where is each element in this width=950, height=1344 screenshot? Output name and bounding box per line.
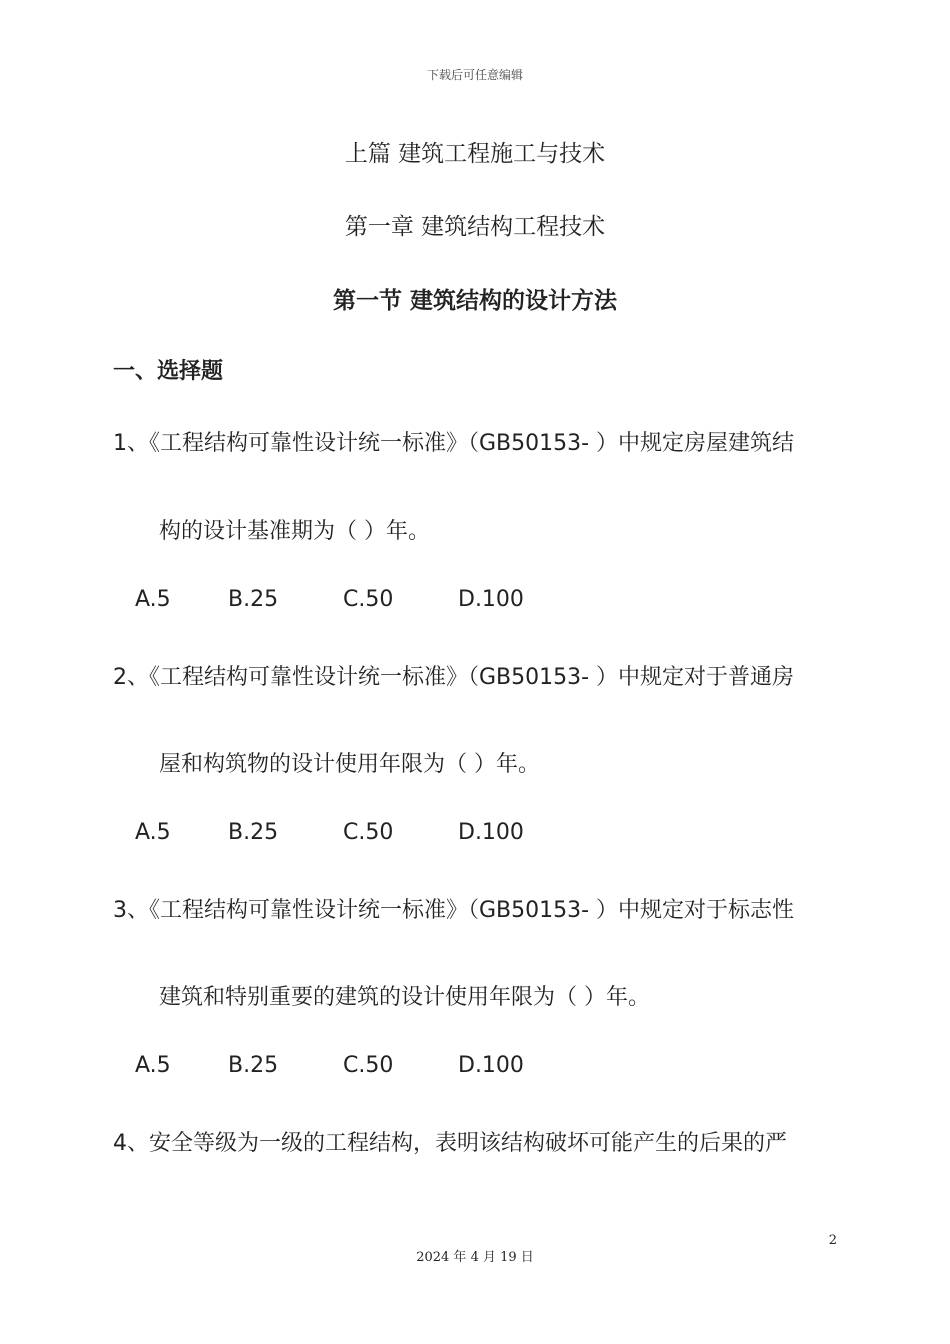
footer-date: 2024 年 4 月 19 日 [416, 1250, 534, 1265]
question-3-line-2: 建筑和特别重要的建筑的设计使用年限为（ ）年。 [159, 985, 650, 1010]
question-3-options [135, 1053, 635, 1083]
option-a: A.5 [135, 1053, 171, 1078]
question-4-line-1: 4、安全等级为一级的工程结构，表明该结构破坏可能产生的后果的严 [113, 1131, 787, 1156]
option-c: C.50 [343, 820, 394, 845]
option-a: A.5 [135, 820, 171, 845]
option-c: C.50 [343, 1053, 394, 1078]
section-title: 第一节 建筑结构的设计方法 [332, 288, 617, 314]
question-1-options [135, 587, 635, 617]
option-d: D.100 [458, 1053, 524, 1078]
option-b: B.25 [228, 1053, 279, 1078]
subsection-heading: 一、选择题 [113, 359, 224, 384]
question-2-line-1: 2、《工程结构可靠性设计统一标准》（GB50153- ）中规定对于普通房 [113, 665, 795, 690]
page-number: 2 [828, 1233, 837, 1248]
question-3-line-1: 3、《工程结构可靠性设计统一标准》（GB50153- ）中规定对于标志性 [113, 898, 795, 923]
option-c: C.50 [343, 587, 394, 612]
option-d: D.100 [458, 587, 524, 612]
question-2-options [135, 820, 635, 850]
chapter-title: 第一章 建筑结构工程技术 [344, 214, 606, 240]
option-d: D.100 [458, 820, 524, 845]
question-1-line-2: 构的设计基准期为（ ）年。 [159, 519, 430, 544]
part-title: 上篇 建筑工程施工与技术 [344, 141, 606, 167]
question-2-line-2: 屋和构筑物的设计使用年限为（ ）年。 [159, 752, 540, 777]
option-b: B.25 [228, 820, 279, 845]
header-note: 下载后可任意编辑 [426, 68, 523, 82]
question-1-line-1: 1、《工程结构可靠性设计统一标准》（GB50153- ）中规定房屋建筑结 [113, 431, 795, 456]
option-b: B.25 [228, 587, 279, 612]
option-a: A.5 [135, 587, 171, 612]
